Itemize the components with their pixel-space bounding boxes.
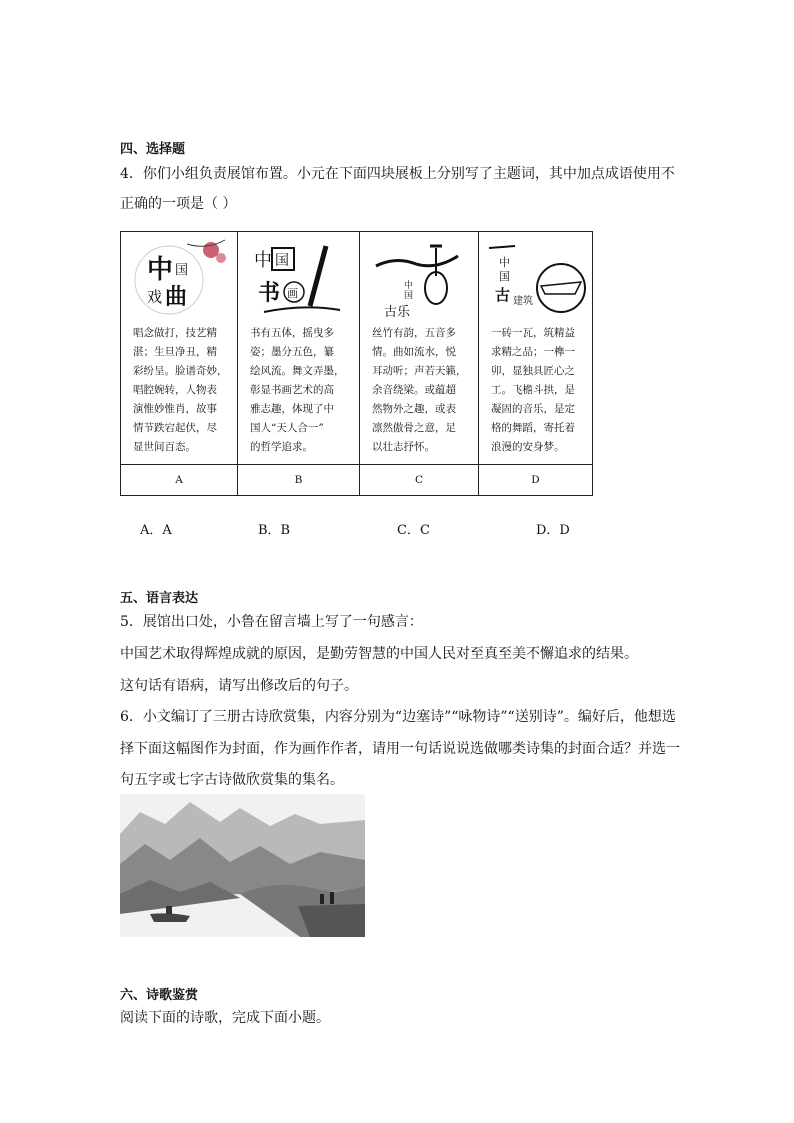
opera-logo-image: [121, 232, 237, 324]
svg-text:曲: 曲: [165, 284, 188, 310]
panel-a: [121, 232, 238, 465]
svg-text:书: 书: [258, 280, 281, 306]
svg-text:国: 国: [499, 270, 510, 283]
svg-text:国: 国: [404, 291, 414, 301]
q5-line2: 中国艺术取得辉煌成就的原因，是勤劳智慧的中国人民对至真至美不懈追求的结果。: [120, 646, 638, 662]
calligraphy-logo-image: [238, 232, 359, 324]
panel-c-label: C: [360, 465, 479, 496]
svg-text:中: 中: [499, 256, 510, 269]
panel-b-text: 书有五体，摇曳多 姿；墨分五色，纂 绘风流。舞文弄墨， 彰显书画艺术的高 雅志趣，体现了中 国人“天人合一” 的哲学追求。: [250, 327, 345, 453]
svg-text:古乐: 古乐: [384, 305, 411, 320]
option-b[interactable]: B．B: [258, 523, 291, 538]
panel-c: [360, 232, 479, 465]
svg-text:建筑: 建筑: [513, 296, 533, 307]
landscape-painting-image: [120, 794, 365, 937]
svg-text:画: 画: [287, 287, 298, 300]
q6-line3: 句五字或七字古诗做欣赏集的集名。: [120, 772, 344, 788]
panel-c-text: 丝竹有韵，五音多 情。曲如流水，悦 耳动听；声若天籁， 余音绕梁。或蕴超 然物外之趣，或表 凛然傲骨之意，足 以壮志抒怀。: [372, 327, 467, 453]
svg-text:国: 国: [175, 263, 189, 278]
svg-text:中: 中: [254, 250, 272, 271]
svg-text:中: 中: [147, 255, 174, 285]
q5-line1: 5．展馆出口处，小鲁在留言墙上写了一句感言：: [120, 614, 423, 630]
q5-line3: 这句话有语病，请写出修改后的句子。: [120, 678, 358, 694]
svg-text:戏: 戏: [147, 288, 163, 306]
svg-text:中: 中: [404, 281, 414, 291]
section4-heading: 四、选择题: [120, 142, 186, 157]
panel-d: [479, 232, 593, 465]
svg-text:国: 国: [275, 253, 289, 269]
panel-a-text: 唱念做打，技艺精 湛；生旦净丑，精 彩纷呈。脸谱奇妙， 唱腔婉转，人物表 演惟妙惟肖，故事 情节跌宕起伏，尽 显世间百态。: [133, 327, 228, 453]
panel-a-label: A: [121, 465, 238, 496]
panel-b: [238, 232, 360, 465]
architecture-logo-image: [479, 232, 592, 324]
section6-intro: 阅读下面的诗歌，完成下面小题。: [120, 1010, 330, 1026]
panel-d-text: 一砖一瓦，筑精益 求精之品；一榫一 卯，显独具匠心之 工。飞檐斗拱，是 凝固的音乐，是定 格的舞蹈，寄托着 浪漫的安身梦。: [491, 327, 575, 453]
option-a[interactable]: A．A: [140, 523, 172, 538]
section5-heading: 五、语言表达: [120, 591, 199, 606]
exhibit-panels-table: [120, 231, 593, 496]
q4-line1: 4．你们小组负责展馆布置。小元在下面四块展板上分别写了主题词，其中加点成语使用不: [120, 166, 675, 182]
panel-b-label: B: [238, 465, 360, 496]
panel-d-label: D: [479, 465, 593, 496]
option-c[interactable]: C．C: [397, 523, 430, 538]
q4-line2: 正确的一项是（ ）: [120, 196, 237, 212]
section6-heading: 六、诗歌鉴赏: [120, 988, 199, 1003]
music-logo-image: [360, 232, 478, 324]
q6-line1: 6．小文编订了三册古诗欣赏集，内容分别为“边塞诗”“咏物诗”“送别诗”。编好后，他想选: [120, 709, 676, 725]
q6-line2: 择下面这幅图作为封面，作为画作作者，请用一句话说说选做哪类诗集的封面合适？并选一: [120, 741, 680, 757]
option-d[interactable]: D．D: [536, 523, 570, 538]
svg-text:古: 古: [495, 286, 511, 304]
